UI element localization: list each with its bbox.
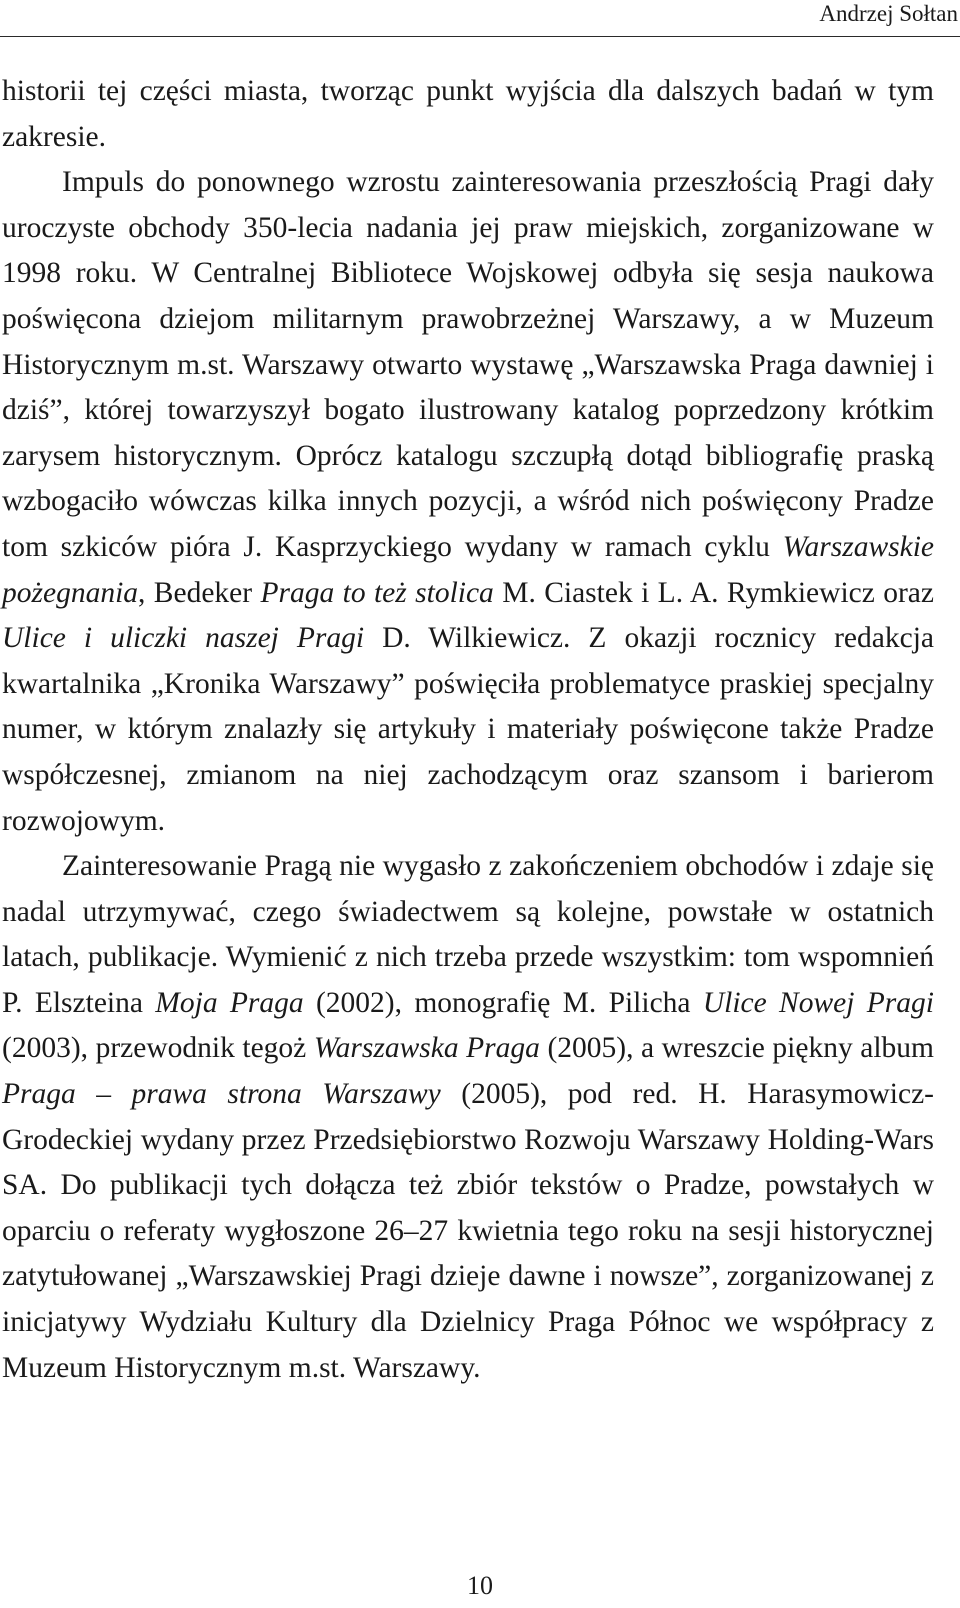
paragraph-3-text-4: (2005), a wreszcie piękny album (539, 1032, 934, 1065)
title-warszawska-praga: Warszawska Praga (313, 1032, 540, 1065)
title-ulice-nowej-pragi: Ulice Nowej Pragi (702, 986, 934, 1019)
title-praga-prawa-strona: Praga – prawa strona Warszawy (2, 1078, 441, 1111)
title-warszawskie-pozegnania: Warszawskie pożegnania (2, 530, 934, 609)
paragraph-3-text-1: Zainteresowanie Pragą nie wygasło z zakończeniem obchodów i zdaje się nadal utrzymywać, czego świadectwem są kolejne, powstałe w ostatnich latach, publikacje. Wymienić z nich trzeba przede wszystkim: tom wspomnień P. Elszteina (2, 850, 934, 1019)
page-number: 10 (467, 1571, 493, 1600)
paragraph-2-text-1: Impuls do ponownego wzrostu zainteresowania przeszłością Pragi dały uroczyste obchody 350-lecia nadania jej praw miejskich, zorganizowane w 1998 roku. W Centralnej Bibliotece Wojskowej odbyła się sesja naukowa poświęcona dziejom militarnym prawobrzeżnej Warszawy, a w Muzeum Historycznym m.st. Warszawy otwarto wystawę „Warszawska Praga dawniej i dziś”, której towarzyszył bogato ilustrowany katalog poprzedzony krótkim zarysem historycznym. Oprócz katalogu szczupłą dotąd bibliografię praską wzbogaciło wówczas kilka innych pozycji, a wśród nich poświęcony Pradze tom szkiców pióra J. Kasprzyckiego wydany w ramach cyklu (2, 166, 934, 563)
paragraph-2-text-4: D. Wilkiewicz. Z okazji rocznicy redakcja kwartalnika „Kronika Warszawy” poświęciła problematyce praskiej specjalny numer, w którym znalazły się artykuły i materiały poświęcone także Pradze współczesnej, zmianom na niej zachodzącym oraz szansom i barierom rozwojowym. (2, 622, 934, 837)
paragraph-2 (2, 160, 934, 844)
paragraph-3-text-2: (2002), monografię M. Pilicha (303, 986, 703, 1019)
title-moja-praga: Moja Praga (155, 986, 304, 1019)
paragraph-2-text-3: M. Ciastek i L. A. Rymkiewicz oraz (493, 576, 934, 609)
running-header (0, 0, 960, 37)
body-text (2, 69, 934, 1391)
title-ulice-i-uliczki: Ulice i uliczki naszej Pragi (2, 622, 365, 655)
paragraph-3-text-5: (2005), pod red. H. Harasymowicz-Grodeckiej wydany przez Przedsiębiorstwo Rozwoju Warszawy Holding-Wars SA. Do publikacji tych dołącza też zbiór tekstów o Pradze, powstałych w oparciu o referaty wygłoszone 26–27 kwietnia tego roku na sesji historycznej zatytułowanej „Warszawskiej Pragi dzieje dawne i nowsze”, zorganizowanej z inicjatywy Wydziału Kultury dla Dzielnicy Praga Północ we współpracy z Muzeum Historycznym m.st. Warszawy. (2, 1078, 935, 1384)
paragraph-3-text-3: (2003), przewodnik tegoż (2, 1032, 314, 1065)
title-praga-to-tez-stolica: Praga to też stolica (260, 576, 494, 609)
paragraph-1: historii tej części miasta, tworząc punkt wyjścia dla dalszych badań w tym zakresie. (2, 75, 934, 153)
paragraph-2-text-2: , Bedeker (138, 576, 261, 609)
paragraph-3 (2, 844, 934, 1391)
running-header-author: Andrzej Sołtan (819, 1, 958, 26)
